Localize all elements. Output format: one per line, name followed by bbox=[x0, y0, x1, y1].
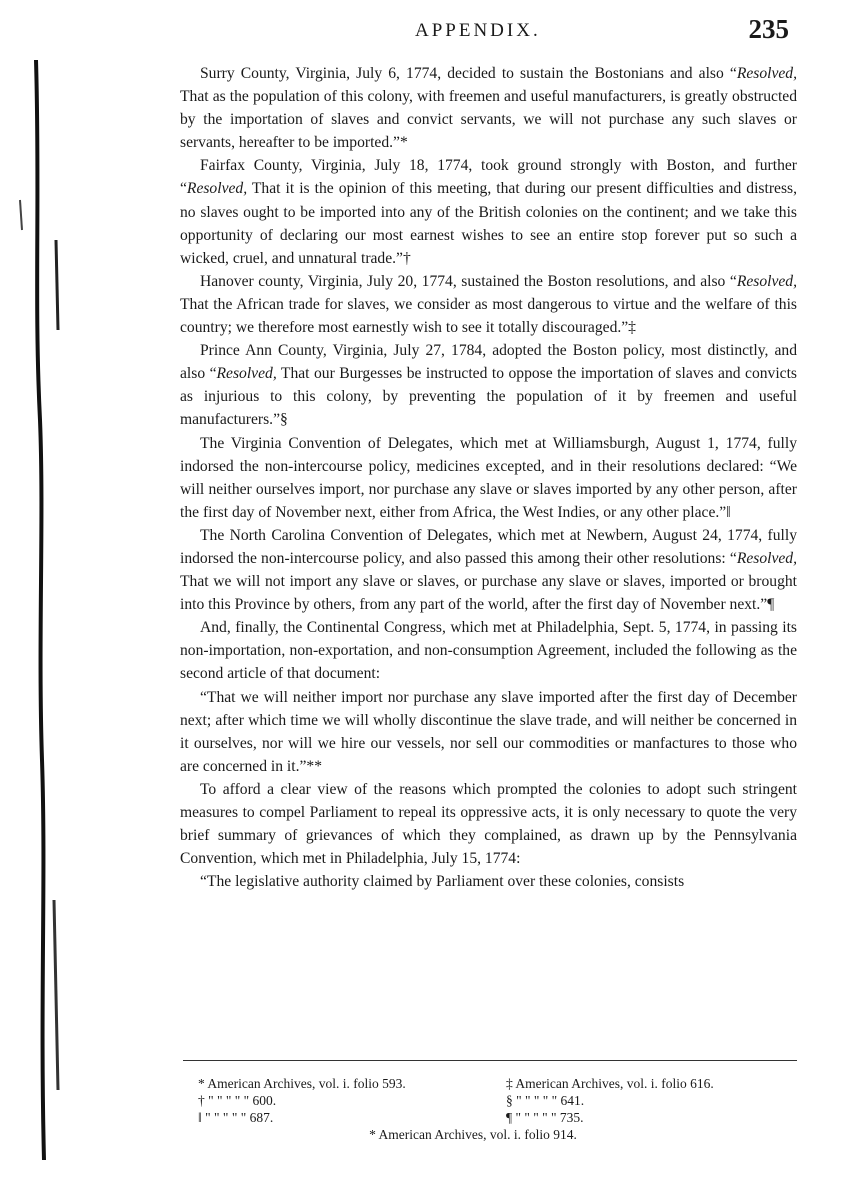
footnote-right: ¶ " " " " " 735. bbox=[506, 1110, 584, 1125]
paragraph bbox=[180, 524, 797, 616]
text-run: “That we will neither import nor purchase any slave imported after the first day of December next; after which time we will wholly discontinue the slave trade, and will neither be concerned in it ourselves, nor will we hire our vessels, nor sell our commodities or manfactures to those who are concerned in it.”** bbox=[180, 688, 797, 775]
text-run: “The legislative authority claimed by Parliament over these colonies, consists bbox=[200, 873, 685, 891]
footnotes bbox=[198, 1075, 788, 1143]
body-text bbox=[180, 62, 797, 893]
paragraph bbox=[180, 870, 797, 893]
text-run: Hanover county, Virginia, July 20, 1774, sustained the Boston resolutions, and also “ bbox=[200, 272, 737, 290]
paragraph bbox=[180, 62, 797, 154]
text-run: Fairfax County, Virginia, July 18, 1774, took ground strongly with Boston, and further “ bbox=[180, 157, 797, 198]
text-run: That as the population of this colony, with freemen and useful manufacturers, is greatly obstructed by the importation of slaves and convict servants, we will not purchase any such slaves or servants, hereafter to be imported.”* bbox=[180, 88, 797, 152]
resolved-italic: Resolved, bbox=[186, 180, 248, 198]
running-head bbox=[180, 14, 795, 46]
text-run: That the African trade for slaves, we consider as most dangerous to virtue and the welfare of this country; we therefore most earnestly wish to see it totally discouraged.”‡ bbox=[180, 295, 797, 337]
text-run: That our Burgesses be instructed to oppose the importation of slaves and convicts as injurious to this colony, by preventing the population of it by freemen and useful manufacturers.”§ bbox=[180, 365, 797, 429]
footnote-right: ‡ American Archives, vol. i. folio 616. bbox=[506, 1076, 714, 1091]
footnote-left: * American Archives, vol. i. folio 593. bbox=[198, 1076, 406, 1091]
paragraph bbox=[180, 616, 797, 685]
resolved-italic: Resolved, bbox=[736, 272, 797, 290]
footnote-rule bbox=[183, 1060, 797, 1061]
resolved-italic: Resolved, bbox=[736, 65, 797, 82]
page-number: 235 bbox=[748, 14, 789, 44]
paragraph bbox=[180, 270, 797, 339]
paragraph bbox=[180, 339, 797, 431]
resolved-italic: Resolved, bbox=[736, 549, 797, 567]
paragraph bbox=[180, 432, 797, 524]
text-run: The North Carolina Convention of Delegates, which met at Newbern, August 24, 1774, fully indorsed the non-intercourse policy, and also passed this among their other resolutions: “ bbox=[180, 526, 797, 567]
footnote-right: § " " " " " 641. bbox=[506, 1093, 585, 1108]
text-run: Prince Ann County, Virginia, July 27, 1784, adopted the Boston policy, most distinctly, and also “ bbox=[180, 342, 797, 383]
text-run: Surry County, Virginia, July 6, 1774, decided to sustain the Bostonians and also “ bbox=[200, 65, 737, 82]
resolved-italic: Resolved, bbox=[216, 365, 277, 383]
paragraph bbox=[180, 686, 797, 778]
text-run: To afford a clear view of the reasons which prompted the colonies to adopt such stringent measures to compel Parliament to repeal its oppressive acts, it is only necessary to quote the very brief summary of grievances of which they complained, as drawn up by the Pennsylvania Convention, which met in Philadelphia, July 15, 1774: bbox=[180, 780, 797, 868]
text-run: And, finally, the Continental Congress, which met at Philadelphia, Sept. 5, 1774, in passing its non-importation, non-exportation, and non-consumption Agreement, included the following as the second article of that document: bbox=[180, 619, 797, 683]
footnote-left: ‖ " " " " " 687. bbox=[198, 1110, 274, 1125]
footnote-last: * American Archives, vol. i. folio 914. bbox=[369, 1127, 577, 1142]
header-title: APPENDIX. bbox=[415, 20, 541, 41]
text-run: That we will not import any slave or slaves, or purchase any slave or slaves, imported or brought into this Province by others, from any part of the world, after the first day of November next.”¶ bbox=[180, 573, 797, 614]
paragraph bbox=[180, 778, 797, 870]
text-run: The Virginia Convention of Delegates, which met at Williamsburgh, August 1, 1774, fully indorsed the non-intercourse policy, medicines excepted, and in their resolutions declared: “We will neither ourselves import, nor purchase any slave or slaves imported by any other person, after the first day of November next, either from Africa, the West Indies, or any other place.”‖ bbox=[180, 434, 797, 521]
binding-edge-marks bbox=[0, 0, 60, 1200]
paragraph bbox=[180, 154, 797, 269]
footnote-left: † " " " " " 600. bbox=[198, 1093, 277, 1108]
text-run: That it is the opinion of this meeting, that during our present difficulties and distress, no slaves ought to be imported into any of the British colonies on the continent; and we take this opportunity of declaring our most earnest wishes to see an entire stop forever put so such a wicked, cruel, and unnatural trade.”† bbox=[180, 180, 797, 267]
